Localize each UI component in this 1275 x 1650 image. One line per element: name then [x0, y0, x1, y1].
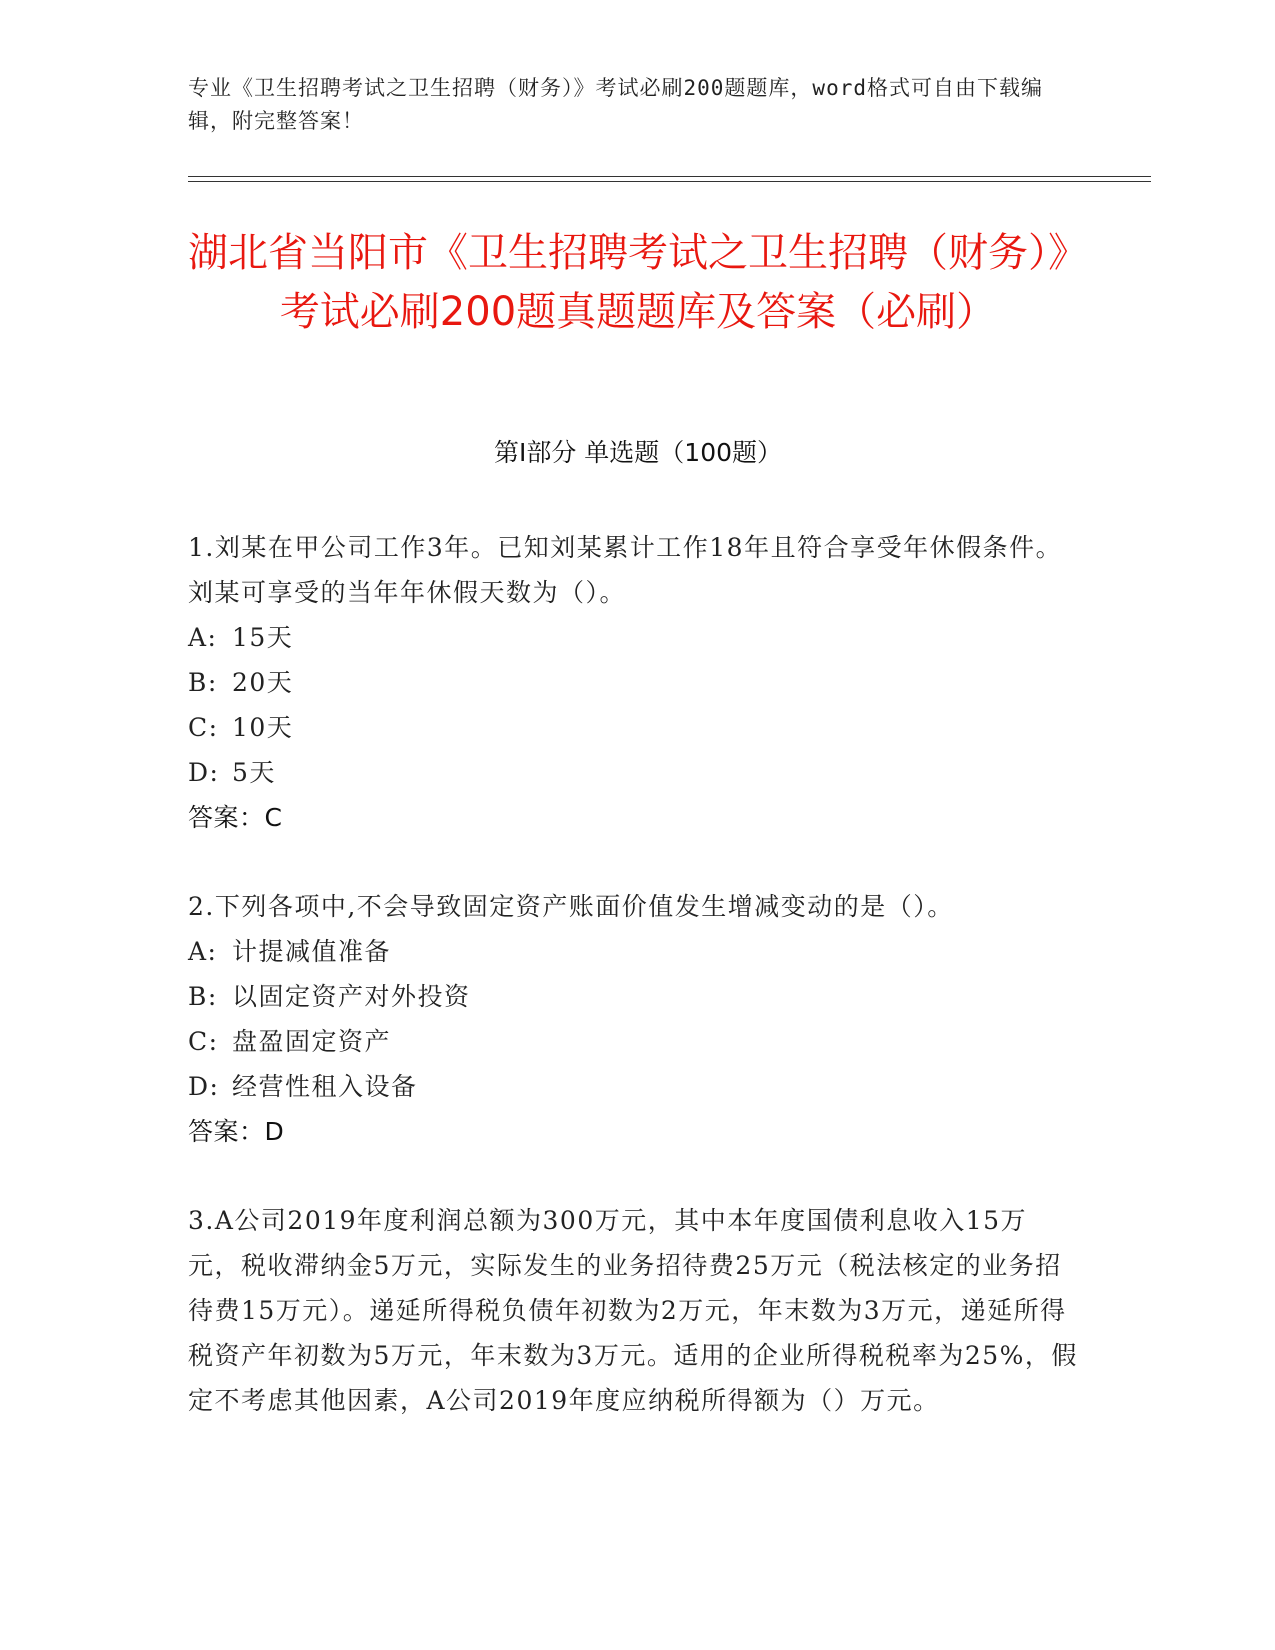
option-text: 15天	[232, 623, 294, 652]
option-key: C:	[188, 1027, 219, 1056]
option-c	[188, 1019, 1078, 1064]
option-text: 经营性租入设备	[232, 1072, 418, 1101]
option-key: D:	[188, 1072, 220, 1101]
question-list	[188, 525, 1078, 1467]
option-text: 以固定资产对外投资	[232, 982, 471, 1011]
option-text: 计提减值准备	[232, 937, 392, 966]
document-title: 湖北省当阳市《卫生招聘考试之卫生招聘（财务）》考试必刷200题真题题库及答案（必刷）	[188, 230, 1088, 335]
question-stem: 3.A公司2019年度利润总额为300万元，其中本年度国债利息收入15万元，税收滞纳金5万元，实际发生的业务招待费25万元（税法核定的业务招待费15万元）。递延所得税负债年初数为2万元，年末数为3万元，递延所得税资产年初数为5万元，年末数为3万元。适用的企业所得税税率为25%，假定不考虑其他因素，A公司2019年度应纳税所得额为（）万元。	[188, 1206, 1078, 1415]
question-3	[188, 1198, 1078, 1423]
option-b	[188, 660, 1078, 705]
option-key: B:	[188, 668, 218, 697]
option-key: A:	[188, 623, 218, 652]
option-text: 20天	[232, 668, 294, 697]
option-text: 盘盈固定资产	[232, 1027, 392, 1056]
header-divider-top	[188, 176, 1151, 177]
option-key: B:	[188, 982, 218, 1011]
question-answer: 答案：C	[188, 803, 283, 832]
option-d	[188, 1064, 1078, 1109]
option-b	[188, 974, 1078, 1019]
question-stem: 1.刘某在甲公司工作3年。已知刘某累计工作18年且符合享受年休假条件。刘某可享受的当年年休假天数为（）。	[188, 533, 1063, 607]
question-answer: 答案：D	[188, 1117, 285, 1146]
question-stem: 2.下列各项中,不会导致固定资产账面价值发生增减变动的是（）。	[188, 892, 954, 921]
option-a	[188, 615, 1078, 660]
question-2	[188, 884, 1078, 1154]
option-a	[188, 929, 1078, 974]
header-divider-bottom	[188, 181, 1151, 182]
option-c	[188, 705, 1078, 750]
option-text: 10天	[232, 713, 294, 742]
header-note: 专业《卫生招聘考试之卫生招聘（财务）》考试必刷200题题库，word格式可自由下载编辑，附完整答案！	[188, 76, 1043, 133]
option-key: C:	[188, 713, 219, 742]
question-1	[188, 525, 1078, 840]
option-text: 5天	[232, 758, 276, 787]
option-d	[188, 750, 1078, 795]
option-key: D:	[188, 758, 220, 787]
option-key: A:	[188, 937, 218, 966]
section-title: 第Ⅰ部分 单选题（100题）	[493, 438, 783, 467]
